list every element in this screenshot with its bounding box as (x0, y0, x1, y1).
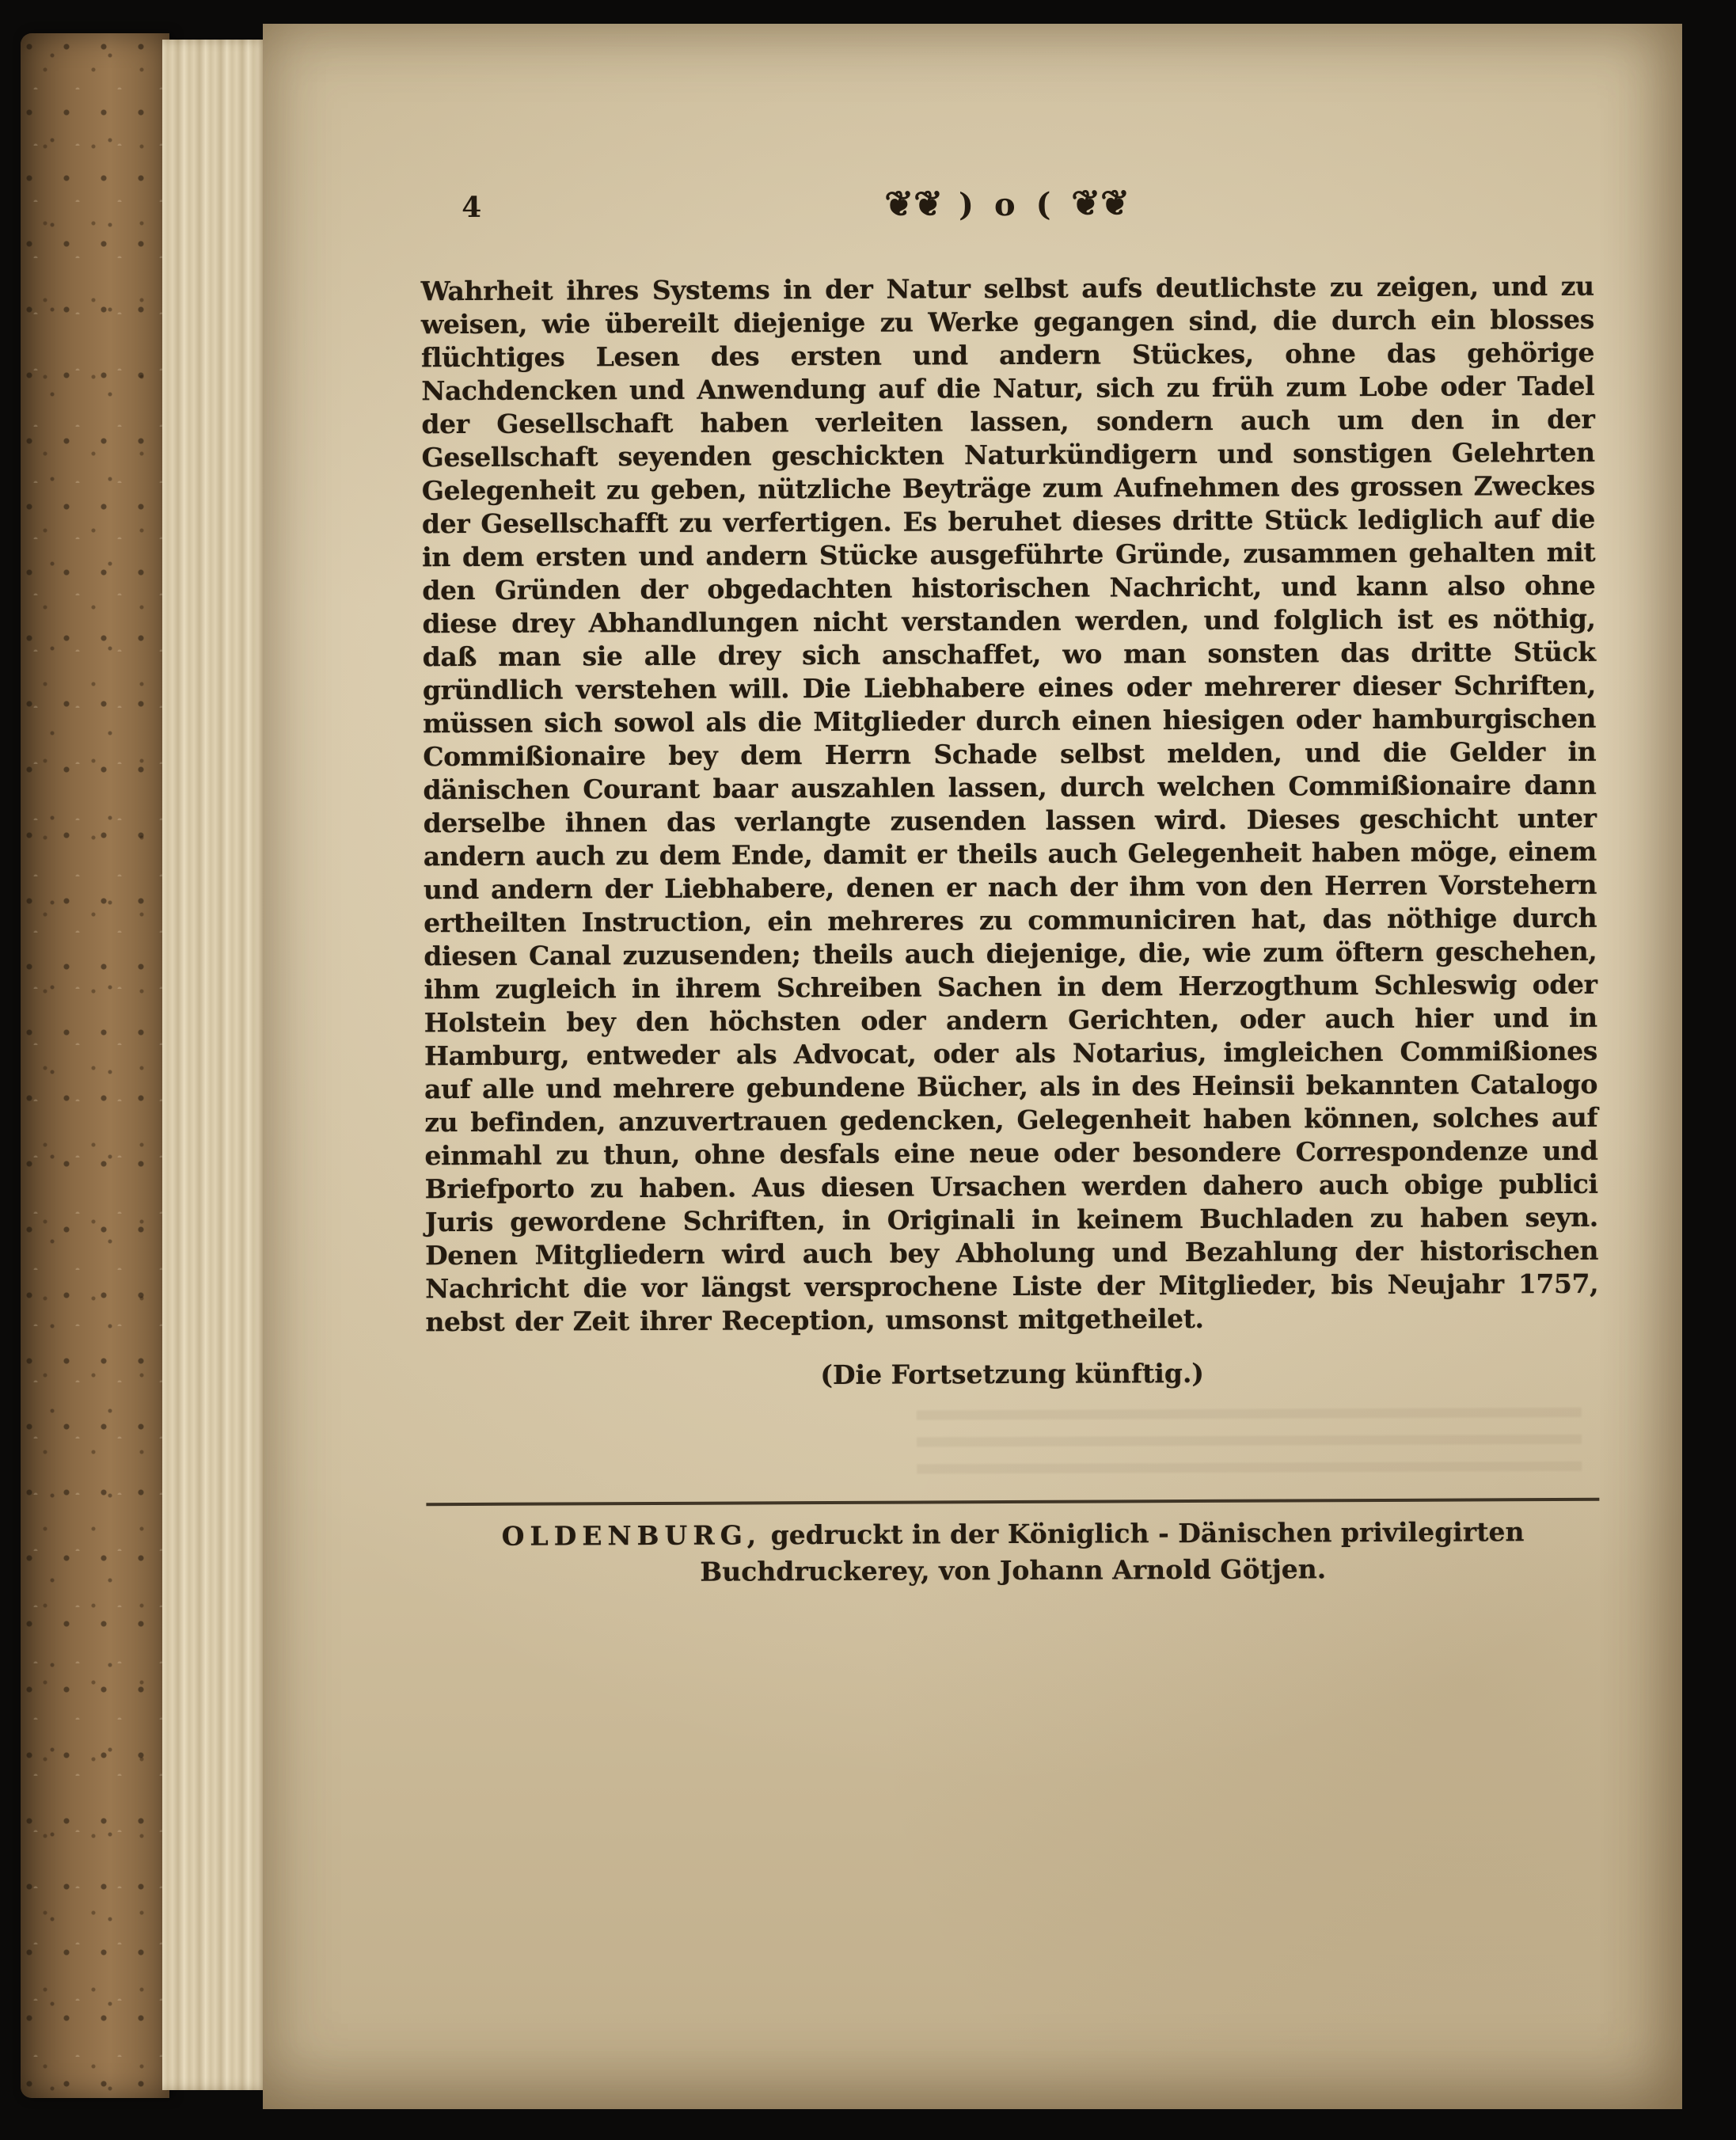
page-stack-edges (162, 40, 269, 2090)
page-header (420, 181, 1594, 234)
ornament-center: ) o ( (958, 185, 1056, 224)
body-text: Wahrheit ihres Systems in der Natur selbst aufs deutlichste zu zeigen, und zu weisen, wie übereilt diejenige zu Werke gegangen sind, die durch ein blosses flüchtiges Lesen des ersten und andern Stückes, ohne das gehörige Nachdencken und Anwendung auf die Natur, sich zu früh zum Lobe oder Tadel der Gesellschaft haben verleiten lassen, sondern auch um den in der Gesellschaft seyenden geschickten Naturkündigern und sonstigen Gelehrten Gelegenheit zu geben, nützliche Beyträge zum Aufnehmen des grossen Zweckes der Gesellschafft zu verfertigen. Es beruhet dieses dritte Stück lediglich auf die in dem ersten und andern Stücke ausgeführte Gründe, zusammen gehalten mit den Gründen der obgedachten historischen Nachricht, und kann also ohne diese drey Abhandlungen nicht verstanden werden, und folglich ist es nöthig, daß man sie alle drey sich anschaffet, wo man sonsten das dritte Stück gründlich verstehen will. Die Liebhabere eines oder mehrerer dieser Schriften, müssen sich sowol als die Mitglieder durch einen hiesigen oder hamburgischen Commißionaire bey dem Herrn Schade selbst melden, und die Gelder in dänischen Courant baar auszahlen lassen, durch welchen Commißionaire dann derselbe ihnen das verlangte zusenden lassen wird. Dieses geschicht unter andern auch zu dem Ende, damit er theils auch Gelegenheit haben möge, einem und andern der Liebhabere, denen er nach der ihm von den Herren Vorstehern ertheilten Instruction, ein mehreres zu communiciren hat, das nöthige durch diesen Canal zuzusenden; theils auch diejenige, die, wie zum öftern geschehen, ihm zugleich in ihrem Schreiben Sachen in dem Herzogthum Schleswig oder Holstein bey den höchsten oder andern Gerichten, oder auch hier und in Hamburg, entweder als Advocat, oder als Notarius, imgleichen Commißiones auf alle und mehrere gebundene Bücher, als in des Heinsii bekannten Catalogo zu befinden, anzuvertrauen gedencken, Gelegenheit haben können, solches auf einmahl zu thun, ohne desfals eine neue oder besondere Correspondenze und Briefporto zu haben. Aus diesen Ursachen werden dahero auch obige publici Juris gewordene Schriften, in Originali in keinem Buchladen zu haben seyn. Denen Mitgliedern wird auch bey Abholung und Bezahlung der historischen Nachricht die vor längst versprochene Liste der Mitglieder, bis Neujahr 1757, nebst der Zeit ihrer Reception, umsonst mitgetheilet. (420, 270, 1599, 1338)
fleuron-left-icon: ❦❦ (884, 184, 944, 225)
imprint (426, 1514, 1599, 1591)
imprint-place: OLDENBURG, (501, 1519, 762, 1552)
imprint-line-1 (426, 1514, 1599, 1555)
imprint-line-2: Buchdruckerey, von Johann Arnold Götjen. (700, 1553, 1327, 1587)
divider-rule (426, 1498, 1599, 1506)
continuation-note: (Die Fortsetzung künftig.) (820, 1357, 1205, 1391)
show-through-ghost (917, 1408, 1582, 1487)
imprint-line1-rest: gedruckt in der Königlich - Dänischen privilegirten (762, 1516, 1525, 1551)
print-area (420, 181, 1600, 1591)
header-ornament (884, 183, 1130, 224)
fleuron-right-icon: ❦❦ (1071, 183, 1130, 224)
page-number: 4 (462, 190, 482, 225)
book-cover-spine (21, 33, 169, 2098)
